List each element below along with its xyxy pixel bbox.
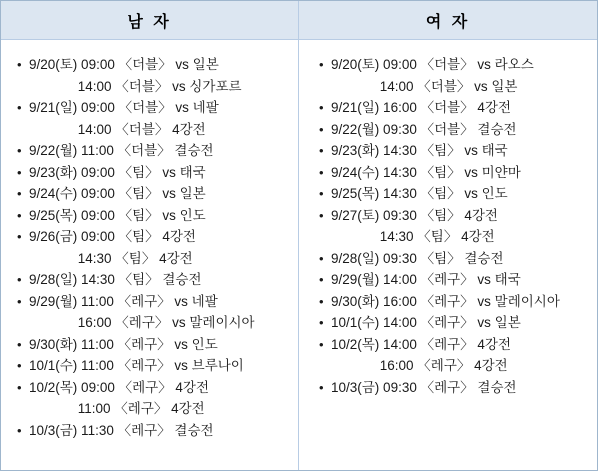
bullet-icon: • [17, 293, 22, 309]
bullet-icon: • [319, 186, 324, 201]
schedule-entry [305, 334, 591, 356]
schedule-entry [7, 334, 292, 356]
schedule-entry-text: 9/22(월) 11:00 〈더블〉 결승전 [29, 143, 214, 158]
schedule-entry [305, 205, 591, 227]
schedule-entry [305, 248, 591, 270]
bullet-icon: • [319, 293, 324, 309]
bullet-icon: • [17, 143, 22, 158]
schedule-entry [305, 54, 591, 76]
schedule-entry [7, 226, 292, 248]
bullet-icon: • [17, 100, 22, 115]
schedule-entry-text: 9/29(월) 11:00 〈레구〉 vs 네팔 [29, 293, 218, 309]
schedule-entry [305, 76, 591, 98]
schedule-entry-text: 9/25(목) 09:00 〈팀〉 vs 인도 [29, 207, 206, 223]
bullet-icon: • [17, 379, 22, 395]
schedule-entry-text: 9/29(월) 14:00 〈레구〉 vs 태국 [331, 272, 521, 287]
bullet-icon: • [319, 336, 324, 352]
bullet-icon: • [319, 207, 324, 223]
schedule-entry [7, 291, 292, 313]
schedule-entry [7, 162, 292, 184]
schedule-entry-text: 10/1(수) 11:00 〈레구〉 vs 브루나이 [29, 358, 244, 373]
bullet-icon: • [17, 164, 22, 180]
schedule-entry [305, 119, 591, 141]
schedule-entry [7, 140, 292, 162]
bullet-icon: • [319, 100, 324, 115]
schedule-entry-text: 9/21(일) 09:00 〈더블〉 vs 네팔 [29, 100, 219, 115]
bullet-icon: • [319, 121, 324, 137]
schedule-entry-text: 9/28(일) 09:30 〈팀〉 결승전 [331, 250, 504, 266]
schedule-entry-text: 9/25(목) 14:30 〈팀〉 vs 인도 [331, 186, 508, 201]
bullet-icon: • [17, 207, 22, 223]
schedule-entry [305, 269, 591, 291]
schedule-entry [7, 97, 292, 119]
schedule-entry [7, 54, 292, 76]
schedule-entry-text: 10/3(금) 09:30 〈레구〉 결승전 [331, 379, 517, 395]
schedule-entry-text: 9/20(토) 09:00 〈더블〉 vs 라오스 [331, 57, 534, 72]
schedule-entry [7, 183, 292, 205]
schedule-entry-text: 9/30(화) 16:00 〈레구〉 vs 말레이시아 [331, 293, 560, 309]
schedule-entry [305, 140, 591, 162]
bullet-icon: • [17, 272, 22, 287]
schedule-entry-text: 14:00 〈더블〉 vs 싱가포르 [29, 78, 242, 94]
schedule-entry-text: 9/20(토) 09:00 〈더블〉 vs 일본 [29, 57, 219, 72]
schedule-entry-text: 10/2(목) 14:00 〈레구〉 4강전 [331, 336, 512, 352]
schedule-entry [7, 248, 292, 270]
bullet-icon: • [319, 57, 324, 72]
schedule-entry-text: 9/27(토) 09:30 〈팀〉 4강전 [331, 207, 498, 223]
bullet-icon: • [17, 57, 22, 72]
schedule-entry [7, 377, 292, 399]
schedule-entry-text: 10/3(금) 11:30 〈레구〉 결승전 [29, 422, 214, 438]
bullet-icon: • [17, 229, 22, 244]
header-cell-men: 남 자 [1, 1, 299, 39]
schedule-entry [7, 312, 292, 334]
schedule-entry-text: 9/26(금) 09:00 〈팀〉 4강전 [29, 229, 196, 244]
schedule-entry [305, 97, 591, 119]
bullet-icon: • [319, 272, 324, 287]
schedule-entry [7, 420, 292, 442]
schedule-entry [7, 355, 292, 377]
schedule-entry [305, 312, 591, 334]
schedule-entry [305, 291, 591, 313]
schedule-entry-text: 9/28(일) 14:30 〈팀〉 결승전 [29, 272, 202, 287]
schedule-entry [7, 398, 292, 420]
table-body-row [1, 39, 597, 470]
schedule-column-women [299, 39, 597, 470]
bullet-icon: • [17, 358, 22, 373]
bullet-icon: • [17, 422, 22, 438]
schedule-entry-text: 16:00 〈레구〉 4강전 [331, 358, 508, 373]
schedule-entry [7, 76, 292, 98]
schedule-entry [305, 183, 591, 205]
schedule-entry-text: 14:30 〈팀〉 4강전 [29, 250, 193, 266]
bullet-icon: • [319, 250, 324, 266]
schedule-entry-text: 14:30 〈팀〉 4강전 [331, 229, 495, 244]
schedule-entry [7, 205, 292, 227]
schedule-entry-text: 9/21(일) 16:00 〈더블〉 4강전 [331, 100, 512, 115]
schedule-entry [7, 269, 292, 291]
bullet-icon: • [17, 186, 22, 201]
schedule-entry [305, 226, 591, 248]
schedule-entry [7, 119, 292, 141]
men-schedule-list [7, 54, 292, 441]
table-header-row [1, 1, 597, 39]
bullet-icon: • [319, 379, 324, 395]
schedule-entry-text: 10/1(수) 14:00 〈레구〉 vs 일본 [331, 315, 521, 330]
schedule-entry-text: 9/23(화) 09:00 〈팀〉 vs 태국 [29, 164, 206, 180]
schedule-entry-text: 9/30(화) 11:00 〈레구〉 vs 인도 [29, 336, 218, 352]
schedule-entry-text: 9/22(월) 09:30 〈더블〉 결승전 [331, 121, 517, 137]
schedule-entry-text: 16:00 〈레구〉 vs 말레이시아 [29, 315, 255, 330]
women-schedule-list [305, 54, 591, 398]
schedule-entry-text: 14:00 〈더블〉 4강전 [29, 121, 206, 137]
bullet-icon: • [319, 164, 324, 180]
schedule-entry-text: 9/24(수) 09:00 〈팀〉 vs 일본 [29, 186, 206, 201]
bullet-icon: • [319, 315, 324, 330]
schedule-column-men [1, 39, 299, 470]
bullet-icon: • [17, 336, 22, 352]
schedule-entry-text: 9/23(화) 14:30 〈팀〉 vs 태국 [331, 143, 508, 158]
header-cell-women: 여 자 [299, 1, 597, 39]
schedule-entry-text: 11:00 〈레구〉 4강전 [29, 401, 205, 416]
schedule-entry [305, 162, 591, 184]
schedule-entry [305, 377, 591, 399]
bullet-icon: • [319, 143, 324, 158]
schedule-entry-text: 14:00 〈더블〉 vs 일본 [331, 78, 518, 94]
schedule-entry-text: 9/24(수) 14:30 〈팀〉 vs 미얀마 [331, 164, 521, 180]
schedule-entry [305, 355, 591, 377]
schedule-entry-text: 10/2(목) 09:00 〈레구〉 4강전 [29, 379, 210, 395]
